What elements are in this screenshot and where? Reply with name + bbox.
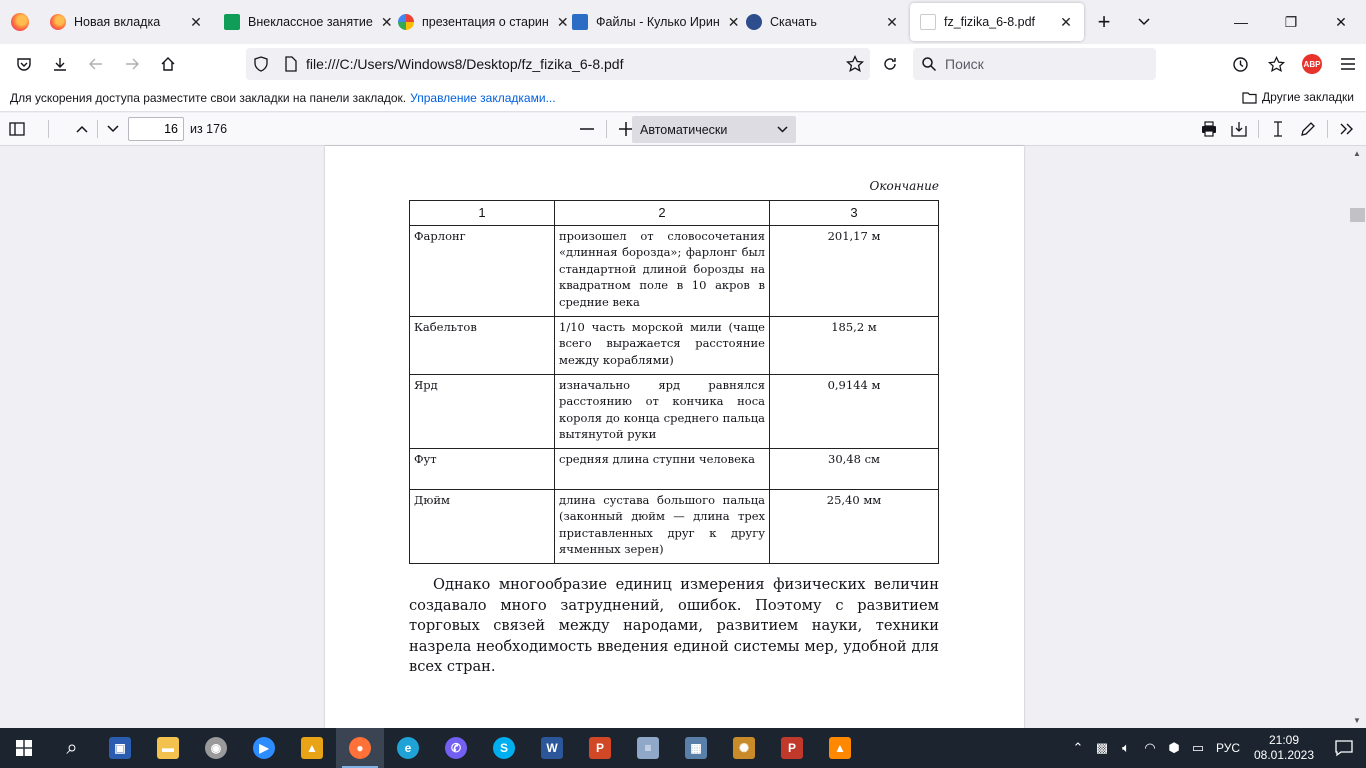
toolbar-right (1222, 48, 1366, 80)
notepad-app-icon-glyph: ≡ (637, 737, 659, 759)
volume-icon[interactable]: 🔈︎ (1122, 740, 1130, 755)
unit-name-cell: Фарлонг (410, 226, 555, 317)
pdf-page (325, 146, 1024, 746)
draw-pen-icon[interactable] (1293, 115, 1323, 143)
close-tab-icon[interactable]: ✕ (1060, 13, 1072, 30)
tab-1[interactable] (40, 0, 214, 44)
close-window-button[interactable]: ✕ (1335, 13, 1347, 30)
unit-value-cell: 30,48 см (770, 449, 939, 490)
word-app-icon-glyph: W (541, 737, 563, 759)
powerpoint-app-icon[interactable] (576, 728, 624, 768)
tabs-container (40, 0, 1084, 44)
notepad-app-icon[interactable] (624, 728, 672, 768)
pocket-icon[interactable] (6, 48, 42, 80)
window-controls (1216, 0, 1366, 44)
search-icon-glyph: ⌕ (61, 737, 83, 759)
pdf-reader-app-icon[interactable] (768, 728, 816, 768)
unit-origin-cell: длина сустава большого пальца (законный дюйм — длина трех приставленных друг к другу ячменных зерен) (555, 490, 770, 564)
calculator-app-icon-glyph: ▦ (685, 737, 707, 759)
manage-bookmarks-link[interactable]: Управление закладками... (410, 90, 556, 105)
close-tab-icon[interactable]: ✕ (380, 13, 393, 30)
pdf-viewer[interactable] (0, 146, 1366, 728)
minimize-button[interactable]: — (1234, 14, 1248, 30)
google-icon (398, 14, 414, 30)
skype-app-icon[interactable] (480, 728, 528, 768)
green-doc-icon (224, 14, 240, 30)
language-indicator[interactable]: РУС (1215, 741, 1241, 755)
floppy-app-icon-glyph: ▣ (109, 737, 131, 759)
reload-icon[interactable] (872, 48, 908, 80)
taskbar-apps (48, 728, 864, 768)
home-icon[interactable] (150, 48, 186, 80)
scroll-down-arrow-icon[interactable]: ▼ (1353, 716, 1361, 725)
vlc-app-icon-glyph: ▲ (829, 737, 851, 759)
blank-page-icon (50, 14, 66, 30)
bookmarks-bar (0, 84, 1366, 112)
table-caption: Окончание (869, 179, 939, 193)
yellow-triangle-app-icon[interactable] (288, 728, 336, 768)
page-number-input[interactable] (128, 117, 184, 141)
save-download-icon[interactable] (1224, 115, 1254, 143)
close-tab-icon[interactable]: ✕ (556, 13, 569, 30)
toolbar-separator (606, 120, 607, 138)
close-tab-icon[interactable]: ✕ (886, 13, 898, 30)
unit-origin-cell: 1/10 часть морской мили (чаще всего выражается расстояние между кораблями) (555, 317, 770, 375)
toolbar-separator (1327, 120, 1328, 138)
pdf-toolbar (0, 113, 1366, 146)
abp-badge: ABP (1302, 54, 1322, 74)
explorer-folder-icon-glyph: ▬ (157, 737, 179, 759)
bookmarks-star-list-icon[interactable] (1258, 48, 1294, 80)
firefox-app-icon[interactable] (336, 728, 384, 768)
new-tab-button[interactable]: + (1097, 9, 1111, 34)
tab-3[interactable] (388, 0, 569, 44)
back-arrow-icon[interactable] (78, 48, 114, 80)
toolbar-separator (1258, 120, 1259, 138)
windows-taskbar (0, 728, 1366, 768)
unit-name-cell: Кабельтов (410, 317, 555, 375)
tab-title: презентация о старин (422, 15, 549, 29)
table-row (410, 449, 939, 490)
search-placeholder: Поиск (945, 56, 984, 72)
next-page-chevron-icon[interactable] (98, 115, 128, 143)
history-clock-icon[interactable] (1222, 48, 1258, 80)
other-bookmarks-button[interactable] (1242, 90, 1354, 104)
downloads-icon[interactable] (42, 48, 78, 80)
zoom-out-icon[interactable] (572, 115, 602, 143)
firefox-app-icon-glyph: ● (349, 737, 371, 759)
restore-button[interactable]: ❐ (1284, 13, 1298, 30)
tray-app-icon[interactable]: ▩ (1095, 740, 1109, 755)
paint-app-icon[interactable] (720, 728, 768, 768)
other-bookmarks-label: Другие закладки (1262, 90, 1354, 104)
chrome-like-icon-glyph: ◉ (205, 737, 227, 759)
sidebar-toggle-icon[interactable] (2, 115, 32, 143)
unit-value-cell: 201,17 м (770, 226, 939, 317)
pdf-icon (920, 14, 936, 30)
search-icon[interactable] (48, 728, 96, 768)
unit-origin-cell: изначально ярд равнялся расстоянию от кончика носа короля до конца среднего пальца вытянутой руки (555, 375, 770, 449)
network-icon[interactable]: ◠ (1144, 740, 1156, 755)
yellow-triangle-app-icon-glyph: ▲ (301, 737, 323, 759)
text-tool-icon[interactable] (1263, 115, 1293, 143)
skype-app-icon-glyph: S (493, 737, 515, 759)
table-row (410, 490, 939, 564)
close-tab-icon[interactable]: ✕ (727, 13, 740, 30)
zoom-app-icon-glyph: ▶ (253, 737, 275, 759)
forward-arrow-icon[interactable] (114, 48, 150, 80)
clock-date: 08.01.2023 (1253, 748, 1315, 762)
url-text[interactable]: file:///C:/Users/Windows8/Desktop/fz_fizika_6-8.pdf (306, 56, 624, 72)
more-tools-chevrons-icon[interactable] (1332, 115, 1362, 143)
toolbar-separator (48, 120, 49, 138)
download-logo-icon (746, 14, 762, 30)
pdf-reader-app-icon-glyph: P (781, 737, 803, 759)
adblock-plus-icon[interactable] (1294, 48, 1330, 80)
bookmark-star-icon[interactable] (840, 55, 870, 73)
search-icon (921, 56, 937, 72)
pdf-toolbar-right (1194, 115, 1362, 143)
calculator-app-icon[interactable] (672, 728, 720, 768)
zoom-app-icon[interactable] (240, 728, 288, 768)
system-tray (1066, 728, 1366, 768)
unit-value-cell: 25,40 мм (770, 490, 939, 564)
body-paragraph: Однако многообразие единиц измерения физических величин создавало много затруднений, ошибок. Поэтому с развитием торговых связей между народами, развитием науки, техники назрела необходимость введения единой системы мер, удобной для всех стран. (409, 576, 939, 676)
page-count-label: из 176 (190, 122, 228, 136)
chevron-down-icon (777, 126, 788, 133)
previous-page-chevron-icon[interactable] (67, 115, 97, 143)
close-tab-icon[interactable]: ✕ (190, 13, 202, 30)
tab-title: fz_fizika_6-8.pdf (944, 15, 1036, 29)
folder-icon (1242, 91, 1257, 104)
table-header-cell: 1 (410, 201, 555, 226)
table-row (410, 375, 939, 449)
shield-icon[interactable] (246, 56, 276, 72)
book-icon (572, 14, 588, 30)
tab-strip (0, 0, 1366, 44)
floppy-app-icon[interactable] (96, 728, 144, 768)
units-table (409, 200, 939, 564)
paint-app-icon-glyph: ✺ (733, 737, 755, 759)
viber-app-icon-glyph: ✆ (445, 737, 467, 759)
tab-2[interactable] (214, 0, 393, 44)
unit-name-cell: Ярд (410, 375, 555, 449)
tab-title: Скачать (770, 15, 817, 29)
clock-time: 21:09 (1268, 733, 1300, 747)
scroll-up-arrow-icon[interactable]: ▲ (1353, 149, 1361, 158)
edge-app-icon[interactable] (384, 728, 432, 768)
url-bar[interactable] (246, 48, 870, 80)
unit-origin-cell: произошел от словосочетания «длинная борозда»; фарлонг был стандартной длиной борозды на квадратном поле в 10 акров в средние века (555, 226, 770, 317)
tray-security-icon[interactable]: ⬢ (1168, 740, 1180, 755)
vertical-scrollbar[interactable] (1349, 146, 1366, 728)
tab-5[interactable] (736, 0, 910, 44)
powerpoint-app-icon-glyph: P (589, 737, 611, 759)
tab-title: Внеклассное занятие (248, 15, 373, 29)
file-page-icon[interactable] (276, 56, 306, 72)
clock[interactable] (1246, 733, 1322, 763)
table-header-cell: 2 (555, 201, 770, 226)
navigation-bar (0, 44, 1366, 84)
explorer-folder-icon[interactable] (144, 728, 192, 768)
tab-title: Новая вкладка (74, 15, 161, 29)
table-row (410, 317, 939, 375)
tab-6[interactable] (910, 3, 1084, 41)
vlc-app-icon[interactable] (816, 728, 864, 768)
scrollbar-thumb[interactable] (1350, 208, 1365, 222)
table-header-cell: 3 (770, 201, 939, 226)
tray-overflow-chevron-icon[interactable]: ⌃ (1072, 740, 1084, 755)
zoom-value: Автоматически (640, 122, 728, 137)
tab-4[interactable] (562, 0, 740, 44)
tab-title: Файлы - Кулько Ирин (596, 15, 720, 29)
zoom-select[interactable] (632, 116, 796, 143)
print-icon[interactable] (1194, 115, 1224, 143)
unit-value-cell: 185,2 м (770, 317, 939, 375)
unit-origin-cell: средняя длина ступни человека (555, 449, 770, 490)
battery-icon[interactable]: ▭ (1191, 740, 1205, 755)
search-input[interactable] (913, 48, 1156, 80)
bookmarks-hint: Для ускорения доступа разместите свои закладки на панели закладок. (10, 90, 407, 105)
edge-app-icon-glyph: e (397, 737, 419, 759)
firefox-menu-icon[interactable] (0, 0, 40, 44)
unit-value-cell: 0,9144 м (770, 375, 939, 449)
windows-start-icon[interactable] (0, 728, 48, 768)
table-row (410, 226, 939, 317)
hamburger-menu-icon[interactable] (1330, 48, 1366, 80)
table-header-row (410, 201, 939, 226)
word-app-icon[interactable] (528, 728, 576, 768)
chrome-like-icon[interactable] (192, 728, 240, 768)
list-tabs-chevron-icon[interactable] (1124, 0, 1164, 44)
viber-app-icon[interactable] (432, 728, 480, 768)
notification-icon[interactable] (1322, 740, 1366, 756)
unit-name-cell: Фут (410, 449, 555, 490)
unit-name-cell: Дюйм (410, 490, 555, 564)
